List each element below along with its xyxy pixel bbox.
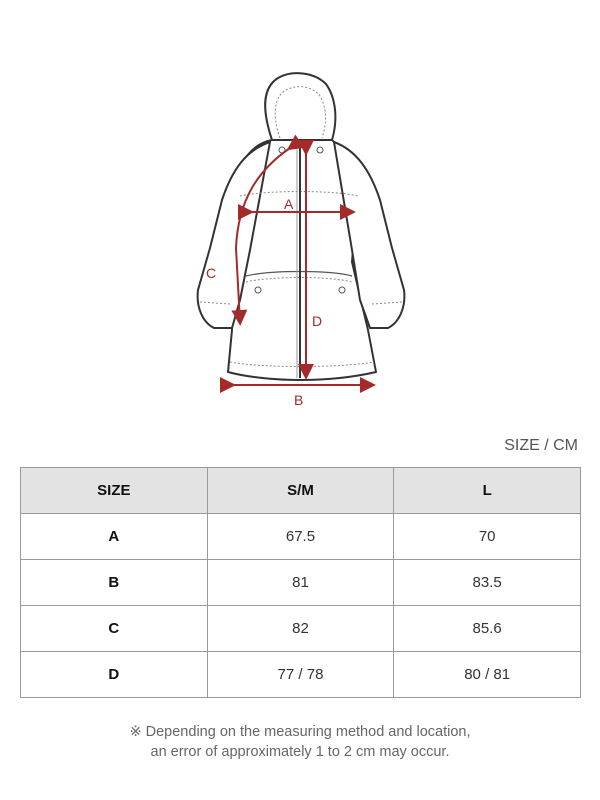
cell-value: 77 / 78	[207, 652, 394, 698]
measure-c-label: C	[206, 265, 217, 281]
table-header-row	[21, 468, 581, 514]
row-label: C	[21, 606, 208, 652]
header-size: SIZE	[21, 468, 208, 514]
cell-value: 80 / 81	[394, 652, 581, 698]
header-l: L	[394, 468, 581, 514]
size-table	[20, 467, 581, 698]
row-label: B	[21, 560, 208, 606]
measurement-note	[0, 722, 600, 762]
header-sm: S/M	[207, 468, 394, 514]
cell-value: 83.5	[394, 560, 581, 606]
note-line-1: ※ Depending on the measuring method and location,	[129, 724, 471, 740]
cell-value: 70	[394, 514, 581, 560]
cell-value: 81	[207, 560, 394, 606]
measure-a-label: A	[284, 196, 294, 212]
row-label: D	[21, 652, 208, 698]
table-row	[21, 560, 581, 606]
cell-value: 82	[207, 606, 394, 652]
table-row	[21, 514, 581, 560]
note-line-2: an error of approximately 1 to 2 cm may occur.	[150, 744, 450, 760]
measure-b-label: B	[294, 392, 304, 408]
table-row	[21, 606, 581, 652]
measure-d-label: D	[312, 313, 323, 329]
cell-value: 85.6	[394, 606, 581, 652]
table-row	[21, 652, 581, 698]
row-label: A	[21, 514, 208, 560]
unit-label: SIZE / CM	[504, 437, 578, 454]
jacket-outline-icon	[198, 73, 405, 380]
cell-value: 67.5	[207, 514, 394, 560]
